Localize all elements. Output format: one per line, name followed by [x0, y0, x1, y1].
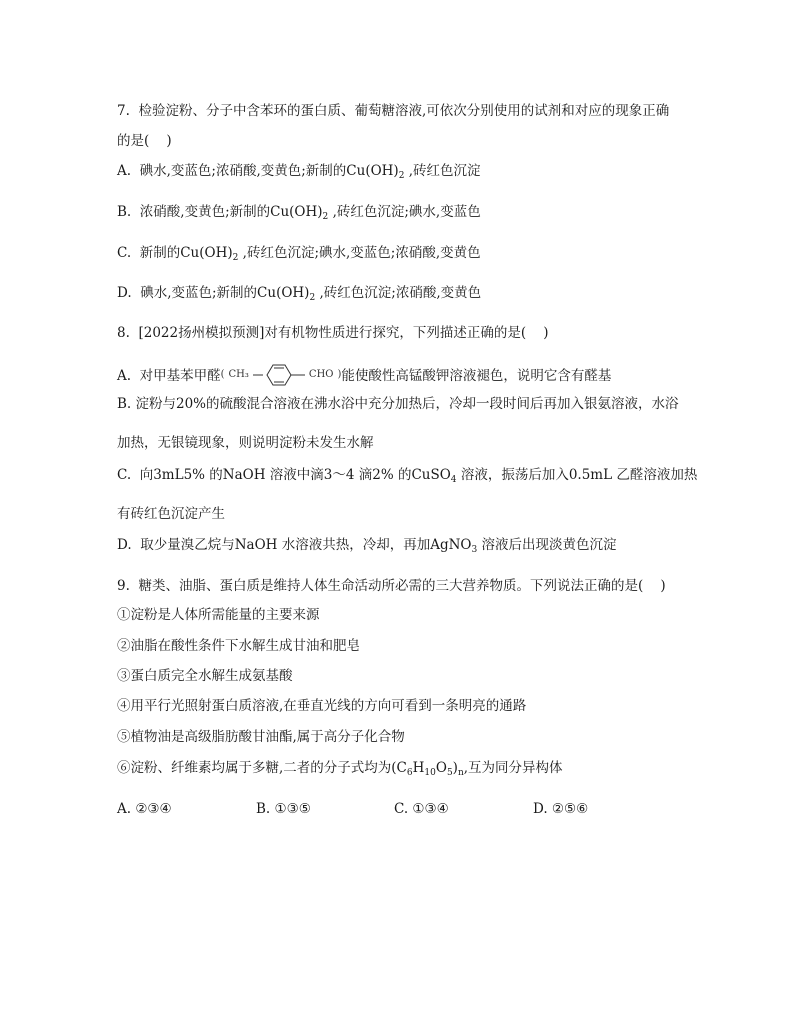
q9-option-b: B. ①③⑤	[256, 801, 311, 817]
q9-item-6: ⑥淀粉、纤维素均属于多糖,二者的分子式均为$(C_6H_{10}O_5)_n$,互为同分异构体	[117, 760, 563, 778]
benzene-ring-icon	[253, 363, 305, 387]
q7-option-c: C. 新制的$Cu(OH)_2$ ,砖红色沉淀;碘水,变蓝色;浓硝酸,变黄色	[117, 245, 481, 263]
q9-item-3: ③蛋白质完全水解生成氨基酸	[117, 668, 293, 684]
q7-stem-line2: 的是( )	[117, 133, 172, 149]
q8-option-b-line1: B. 淀粉与20%的硫酸混合溶液在沸水浴中充分加热后，冷却一段时间后再加入银氨溶液，水浴	[117, 396, 679, 412]
q8-option-d: D. 取少量溴乙烷与NaOH 水溶液共热，冷却，再加AgNO$_3$ 溶液后出现淡黄色沉淀	[117, 537, 617, 555]
p-tolualdehyde-structure: ( CH₃ CHO )	[221, 363, 342, 387]
q7-option-b: B. 浓硝酸,变黄色;新制的$Cu(OH)_2$ ,砖红色沉淀;碘水,变蓝色	[117, 204, 481, 222]
q8-option-b-line2: 加热，无银镜现象，则说明淀粉未发生水解	[117, 435, 374, 451]
q9-stem: 9. 糖类、油脂、蛋白质是维持人体生命活动所必需的三大营养物质。下列说法正确的是( )	[117, 578, 666, 594]
q9-item-2: ②油脂在酸性条件下水解生成甘油和肥皂	[117, 638, 360, 654]
aldehyde-group-label: CHO	[308, 369, 334, 380]
q8-stem: 8. [2022扬州模拟预测]对有机物性质进行探究，下列描述正确的是( )	[117, 325, 549, 341]
q9-item-5: ⑤植物油是高级脂肪酸甘油酯,属于高分子化合物	[117, 729, 405, 745]
q8-option-c-line2: 有砖红色沉淀产生	[117, 506, 225, 522]
q8-option-c-line1: C. 向3mL5% 的NaOH 溶液中滴3～4 滴2% 的CuSO$_4$ 溶液，振荡后加入0.5mL 乙醛溶液加热	[117, 467, 698, 485]
q9-item-1: ①淀粉是人体所需能量的主要来源	[117, 607, 320, 623]
q7-option-a: A. 碘水,变蓝色;浓硝酸,变黄色;新制的$Cu(OH)_2$ ,砖红色沉淀	[117, 163, 481, 181]
q9-item-4: ④用平行光照射蛋白质溶液,在垂直光线的方向可看到一条明亮的通路	[117, 698, 527, 714]
q9-option-a: A. ②③④	[117, 801, 172, 817]
q9-option-c: C. ①③④	[394, 801, 449, 817]
q7-option-d: D. 碘水,变蓝色;新制的$Cu(OH)_2$ ,砖红色沉淀;浓硝酸,变黄色	[117, 285, 482, 303]
methyl-group-label: CH₃	[228, 369, 249, 380]
q7-stem-line1: 7. 检验淀粉、分子中含苯环的蛋白质、葡萄糖溶液,可依次分别使用的试剂和对应的现象正确	[117, 103, 670, 119]
q9-option-d: D. ②⑤⑥	[533, 801, 589, 817]
q8-option-a: A. 对甲基苯甲醛( CH₃ CHO )能使酸性高锰酸钾溶液褪色，说明它含有醛基	[117, 363, 611, 387]
